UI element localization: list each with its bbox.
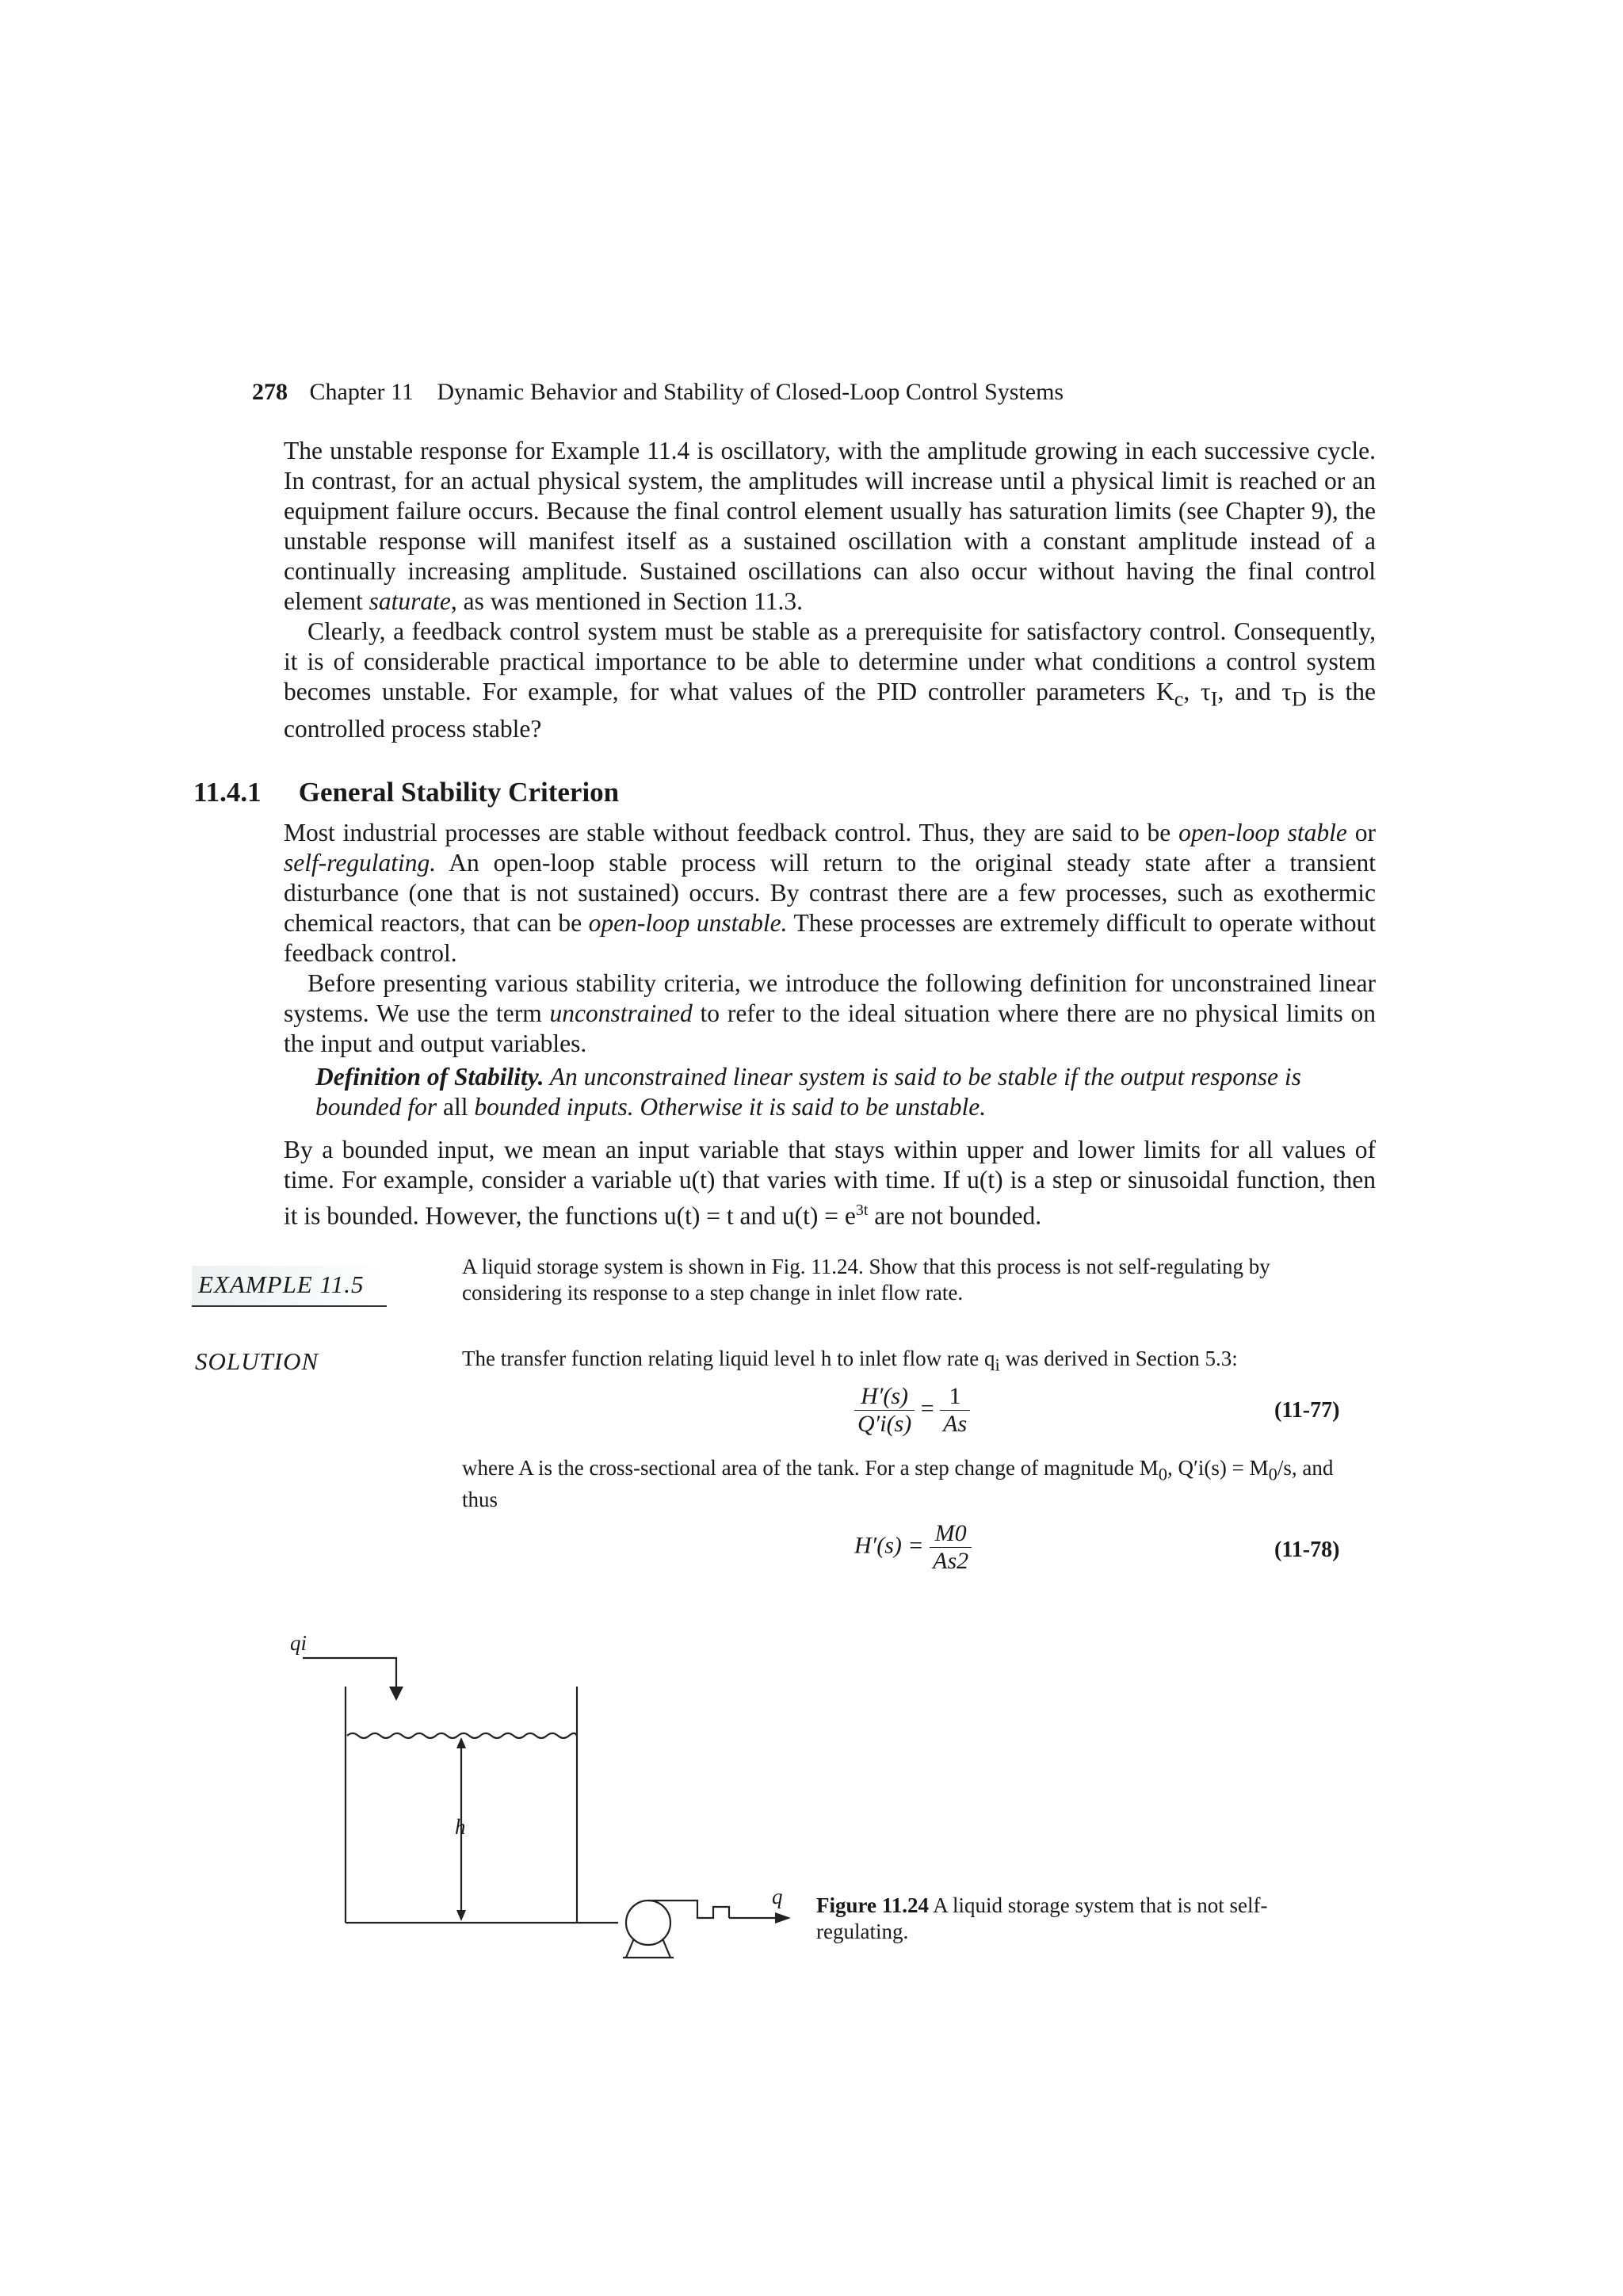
solution-middle: where A is the cross-sectional area of the tank. For a step change of magnitude $M_0$, $Q'i(s) = M_0/s$, and thus	[462, 1456, 1334, 1512]
page-number: 278	[252, 379, 288, 405]
equation-label-11-77: (11-77)	[1274, 1398, 1340, 1423]
figure-number: Figure 11.24	[816, 1893, 930, 1917]
section-title: General Stability Criterion	[298, 777, 620, 808]
figure-caption	[816, 1893, 1308, 1945]
definition-block: Definition of Stability. An unconstrained linear system is said to be stable if the output response is bounded for all bounded inputs. Otherwise it is said to be unstable.	[315, 1063, 1301, 1121]
chapter-title: Dynamic Behavior and Stability of Closed-Loop Control Systems	[437, 379, 1064, 405]
section-paragraph-2: Before presenting various stability criteria, we introduce the following definition for unconstrained linear systems. We use the term unconstrained to refer to the ideal situation where there are no physical limits on the input and output variables.	[284, 969, 1377, 1057]
level-arrow-top	[456, 1737, 466, 1748]
inlet-pipe	[303, 1658, 396, 1690]
outlet-flow-label: q	[772, 1885, 783, 1908]
level-arrow-bottom	[456, 1910, 466, 1921]
paragraph-2: Clearly, a feedback control system must be stable as a prerequisite for satisfactory control. Consequently, it is of considerable practical importance to be able to determine under what conditions a control system becomes unstable. For example, for what values of the PID controller parameters $K_c$, $\tau_I$, and $\tau_D$ is the controlled process stable?	[284, 617, 1376, 743]
level-label: h	[455, 1815, 466, 1839]
figure-caption-text: A liquid storage system that is not self-regulating.	[816, 1893, 1268, 1943]
section-paragraph-1: Most industrial processes are stable without feedback control. Thus, they are said to be open-loop stable or self-regulating. An open-loop stable process will return to the original steady state after a transient disturbance (one that is not sustained) occurs. By contrast there are a few processes, such as exothermic chemical reactors, that can be open-loop unstable. These processes are extremely difficult to operate without feedback control.	[284, 819, 1376, 967]
solution-label: SOLUTION	[195, 1347, 319, 1375]
chapter-label: Chapter 11	[309, 379, 414, 405]
outlet-arrowhead	[775, 1912, 791, 1924]
example-label: EXAMPLE 11.5	[192, 1266, 387, 1307]
inlet-flow-label: qi	[290, 1631, 307, 1655]
solution-intro: The transfer function relating liquid level h to inlet flow rate $q_i$ was derived in Section 5.3:	[462, 1347, 1238, 1375]
equation-11-77: $\frac{H'(s)}{Q'i(s)}$ = $\frac{1}{As}$	[854, 1383, 970, 1438]
equation-label-11-78: (11-78)	[1274, 1538, 1340, 1562]
section-number: 11.4.1	[193, 777, 262, 808]
equation-11-78: H′(s) = $\frac{M0}{As2}$	[854, 1520, 972, 1575]
inlet-arrowhead	[389, 1687, 403, 1701]
liquid-surface	[347, 1733, 577, 1738]
paragraph-1: The unstable response for Example 11.4 is oscillatory, with the amplitude growing in each successive cycle. In contrast, for an actual physical system, the amplitudes will increase until a physical limit is reached or an equipment failure occurs. Because the final control element usually has saturation limits (see Chapter 9), the unstable response will manifest itself as a sustained oscillation with a constant amplitude instead of a continually increasing amplitude. Sustained oscillations can also occur without having the final control element saturate, as was mentioned in Section 11.3.	[284, 437, 1376, 615]
example-text: A liquid storage system is shown in Fig. 11.24. Show that this process is not self-regulating by considering its response to a step change in inlet flow rate.	[462, 1255, 1270, 1305]
bounded-paragraph: By a bounded input, we mean an input variable that stays within upper and lower limits for all values of time. For example, consider a variable u(t) that varies with time. If u(t) is a step or sinusoidal function, then it is bounded. However, the functions u(t) = t and $u(t) = e^{3t}$ are not bounded.	[284, 1136, 1376, 1230]
pump-base-left	[626, 1939, 634, 1958]
pump-base-right	[663, 1939, 670, 1958]
pump-body	[626, 1901, 670, 1945]
definition-label: Definition of Stability.	[315, 1063, 544, 1091]
